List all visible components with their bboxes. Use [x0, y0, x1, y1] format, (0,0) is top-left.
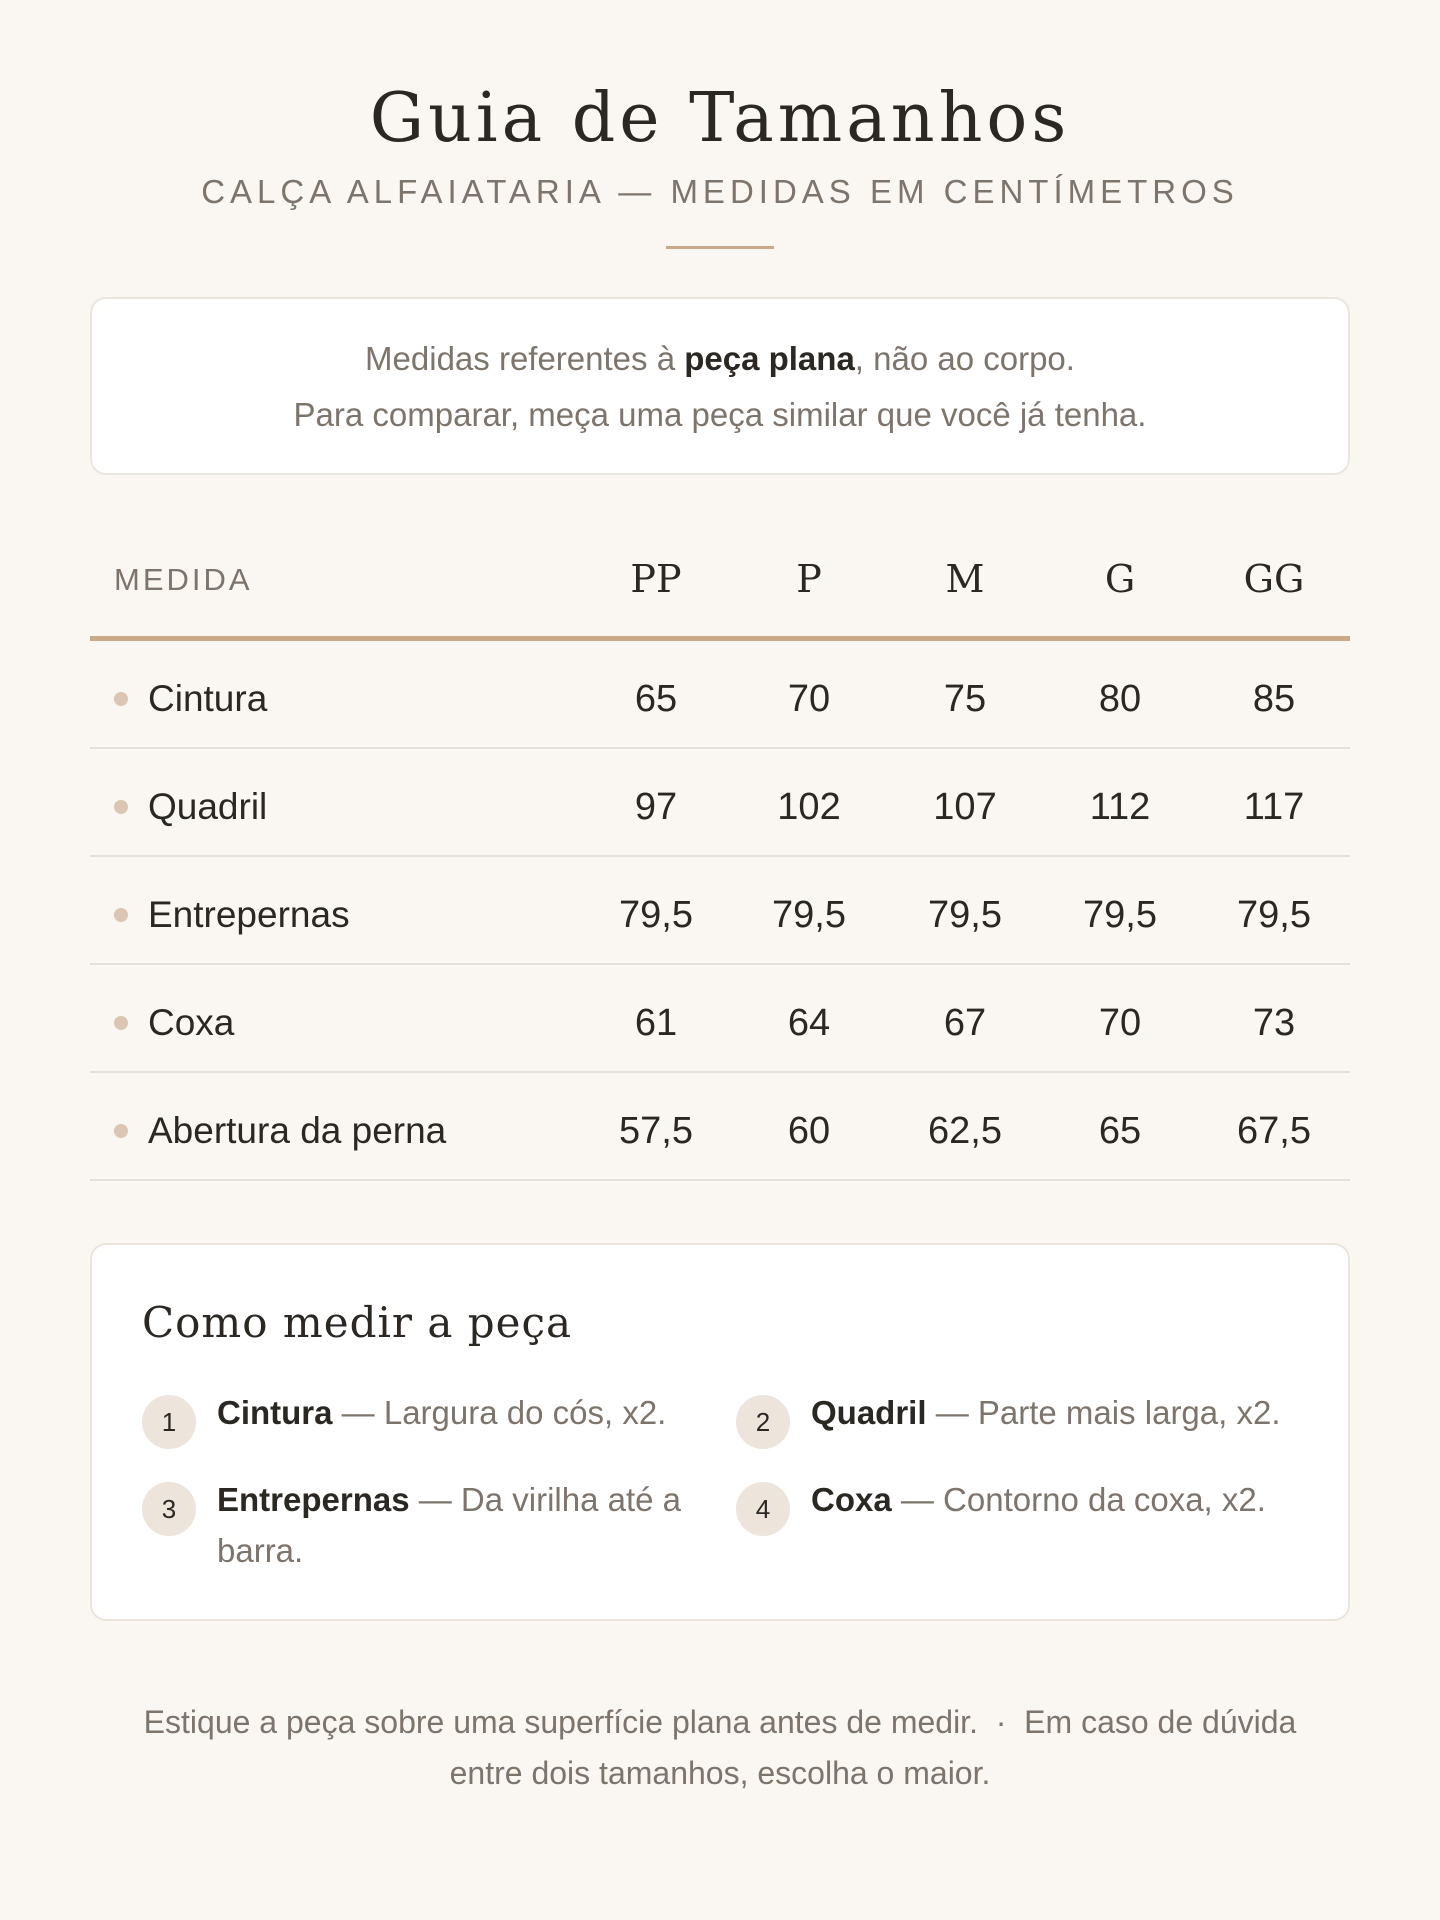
step-description: — Da virilha até a barra. — [217, 1481, 682, 1569]
column-header-size-g: G — [1104, 557, 1136, 601]
table-cell: 64 — [787, 1002, 831, 1044]
footer-line-2: entre dois tamanhos, escolha o maior. — [449, 1755, 991, 1791]
bullet-dot-icon — [114, 1016, 128, 1030]
step-number-badge: 4 — [736, 1482, 790, 1536]
table-row — [90, 857, 1350, 965]
column-header-size-m: M — [945, 557, 985, 601]
step-number-badge: 1 — [142, 1395, 196, 1449]
table-cell: 57,5 — [619, 1110, 693, 1152]
step-text — [811, 1474, 1291, 1525]
table-cell: 70 — [787, 678, 831, 720]
note-line-2: Para comparar, meça uma peça similar que você já tenha. — [293, 396, 1147, 433]
table-cell: 62,5 — [928, 1110, 1002, 1152]
page-subtitle: CALÇA ALFAIATARIA — MEDIDAS EM CENTÍMETROS — [201, 173, 1239, 210]
step-text — [217, 1387, 697, 1438]
step-term: Cintura — [217, 1394, 333, 1431]
step-description: — Largura do cós, x2. — [332, 1394, 667, 1431]
row-label: Abertura da perna — [148, 1110, 447, 1151]
table-cell: 85 — [1252, 678, 1296, 720]
bullet-dot-icon — [114, 1124, 128, 1138]
table-cell: 61 — [634, 1002, 678, 1044]
table-cell: 117 — [1243, 786, 1305, 828]
table-cell: 79,5 — [1237, 894, 1311, 936]
row-label: Coxa — [148, 1002, 235, 1043]
column-header-size-pp: PP — [630, 557, 682, 601]
table-row — [90, 965, 1350, 1073]
table-cell: 79,5 — [772, 894, 846, 936]
table-cell: 79,5 — [1083, 894, 1157, 936]
step-term: Coxa — [811, 1481, 892, 1518]
row-label: Cintura — [148, 678, 268, 719]
flat-measure-note — [90, 297, 1350, 475]
step-number-badge: 2 — [736, 1395, 790, 1449]
table-cell: 97 — [634, 786, 678, 828]
row-label: Entrepernas — [148, 894, 350, 935]
step-description: — Contorno da coxa, x2. — [891, 1481, 1266, 1518]
table-cell: 107 — [933, 786, 997, 828]
step-term: Quadril — [811, 1394, 927, 1431]
note-text-before: Medidas referentes à — [365, 340, 685, 377]
size-guide-page — [90, 0, 1350, 1920]
step-description: — Parte mais larga, x2. — [926, 1394, 1281, 1431]
table-cell: 65 — [634, 678, 678, 720]
table-cell: 67 — [943, 1002, 987, 1044]
bullet-dot-icon — [114, 692, 128, 706]
table-cell: 70 — [1098, 1002, 1142, 1044]
table-cell: 79,5 — [928, 894, 1002, 936]
column-header-size-gg: GG — [1243, 557, 1305, 601]
size-table-header — [90, 540, 1350, 636]
step-term: Entrepernas — [217, 1481, 410, 1518]
note-text-after: , não ao corpo. — [854, 340, 1075, 377]
footer-tip — [90, 1697, 1350, 1799]
title-divider — [666, 246, 774, 249]
table-cell: 65 — [1098, 1110, 1142, 1152]
how-to-measure-title: Como medir a peça — [142, 1298, 573, 1347]
note-line-1 — [92, 337, 1348, 381]
table-cell: 102 — [777, 786, 841, 828]
note-emphasis: peça plana — [684, 340, 855, 377]
table-row — [90, 1073, 1350, 1181]
table-cell: 60 — [787, 1110, 831, 1152]
step-text — [811, 1387, 1291, 1438]
table-cell: 73 — [1252, 1002, 1296, 1044]
step-number-badge: 3 — [142, 1482, 196, 1536]
column-header-size-p: P — [796, 557, 822, 601]
column-header-measure: MEDIDA — [114, 562, 253, 597]
table-cell: 75 — [943, 678, 987, 720]
bullet-dot-icon — [114, 800, 128, 814]
row-label: Quadril — [148, 786, 268, 827]
table-row — [90, 749, 1350, 857]
bullet-dot-icon — [114, 908, 128, 922]
step-text — [217, 1474, 697, 1576]
table-cell: 80 — [1098, 678, 1142, 720]
table-cell: 79,5 — [619, 894, 693, 936]
footer-line-1: Estique a peça sobre uma superfície plana antes de medir. · Em caso de dúvida — [143, 1704, 1297, 1740]
how-to-measure-card — [90, 1243, 1350, 1621]
table-cell: 112 — [1089, 786, 1151, 828]
table-cell: 67,5 — [1237, 1110, 1311, 1152]
table-row — [90, 641, 1350, 749]
page-title: Guia de Tamanhos — [369, 79, 1071, 158]
